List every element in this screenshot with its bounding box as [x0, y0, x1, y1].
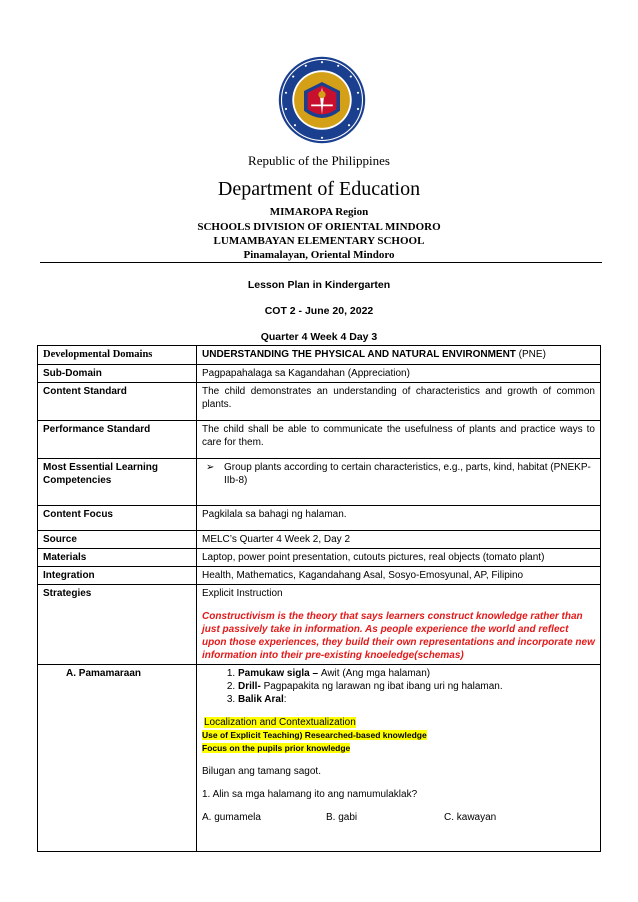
- division-label: SCHOOLS DIVISION OF ORIENTAL MINDORO: [197, 221, 441, 233]
- strategies-label: Strategies: [38, 584, 197, 664]
- lesson-plan-table: [37, 345, 601, 852]
- source-label: Source: [38, 530, 197, 548]
- arrow-bullet-icon: ➢: [206, 461, 215, 473]
- explicit-teaching-note: Use of Explicit Teaching) Researched-based knowledge: [202, 729, 427, 740]
- table-row: [38, 364, 601, 382]
- localization-label: Localization and Contextualization: [204, 716, 356, 728]
- header-divider: [40, 262, 602, 263]
- region-label: MIMAROPA Region: [269, 206, 369, 218]
- procedure-label: A. Pamamaraan: [38, 664, 197, 851]
- strategies-method: Explicit Instruction: [202, 587, 283, 599]
- subdomain-label: Sub-Domain: [38, 364, 197, 382]
- prior-knowledge-note: Focus on the pupils prior knowledge: [202, 742, 351, 753]
- table-row: [38, 566, 601, 584]
- list-item: 3. Balik Aral:: [238, 693, 595, 706]
- choice-c: C. kawayan: [444, 811, 497, 823]
- table-row: [38, 584, 601, 664]
- content-focus-value: Pagkilala sa bahagi ng halaman.: [197, 505, 601, 530]
- domains-label: Developmental Domains: [38, 346, 197, 365]
- integration-label: Integration: [38, 566, 197, 584]
- table-row: [38, 505, 601, 530]
- lesson-title: Lesson Plan in Kindergarten: [247, 279, 391, 291]
- town-label: Pinamalayan, Oriental Mindoro: [243, 249, 395, 261]
- table-row: [38, 530, 601, 548]
- quarter-label: Quarter 4 Week 4 Day 3: [260, 331, 378, 343]
- materials-value: Laptop, power point presentation, cutouts pictures, real objects (tomato plant): [197, 548, 601, 566]
- department-title: Department of Education: [217, 178, 421, 200]
- choice-a: A. gumamela: [202, 811, 261, 823]
- table-row: [38, 664, 601, 851]
- table-row: [38, 382, 601, 420]
- domains-value: UNDERSTANDING THE PHYSICAL AND NATURAL ENVIRONMENT (PNE): [197, 346, 601, 365]
- table-row: [38, 346, 601, 365]
- instruction-text: Bilugan ang tamang sagot.: [202, 765, 321, 777]
- question-text: 1. Alin sa mga halamang ito ang namumulaklak?: [202, 788, 418, 800]
- content-standard-value: The child demonstrates an understanding of characteristics and growth of common plants.: [197, 382, 601, 420]
- school-label: LUMAMBAYAN ELEMENTARY SCHOOL: [213, 235, 425, 247]
- performance-standard-value: The child shall be able to communicate the usefulness of plants and practice ways to care for them.: [197, 420, 601, 458]
- strategies-value: [197, 584, 601, 664]
- performance-standard-label: Performance Standard: [38, 420, 197, 458]
- list-item: 1. Pamukaw sigla – Awit (Ang mga halaman): [238, 667, 595, 680]
- deped-seal-icon: [277, 55, 367, 145]
- materials-label: Materials: [38, 548, 197, 566]
- content-focus-label: Content Focus: [38, 505, 197, 530]
- subdomain-value: Pagpapahalaga sa Kagandahan (Appreciation): [197, 364, 601, 382]
- table-row: [38, 458, 601, 505]
- procedure-list: [202, 667, 595, 706]
- source-value: MELC’s Quarter 4 Week 2, Day 2: [197, 530, 601, 548]
- table-row: [38, 548, 601, 566]
- table-row: [38, 420, 601, 458]
- constructivism-note: Constructivism is the theory that says learners construct knowledge rather than just passively take in information. As people experience the world and reflect upon those experiences, they build their own representations and incorporate new information into their pre-existing knoeledge(schemas): [202, 610, 595, 661]
- melc-value: ➢ Group plants according to certain characteristics, e.g., parts, kind, habitat (PNEKP-IIb-8): [197, 458, 601, 505]
- republic-label: Republic of the Philippines: [248, 153, 390, 168]
- answer-choices: [202, 811, 595, 824]
- list-item: 2. Drill- Pagpapakita ng larawan ng ibat ibang uri ng halaman.: [238, 680, 595, 693]
- procedure-value: [197, 664, 601, 851]
- content-standard-label: Content Standard: [38, 382, 197, 420]
- melc-label: Most Essential Learning Competencies: [38, 458, 197, 505]
- cot-date: COT 2 - June 20, 2022: [264, 305, 374, 317]
- choice-b: B. gabi: [326, 811, 358, 823]
- integration-value: Health, Mathematics, Kagandahang Asal, Sosyo-Emosyunal, AP, Filipino: [197, 566, 601, 584]
